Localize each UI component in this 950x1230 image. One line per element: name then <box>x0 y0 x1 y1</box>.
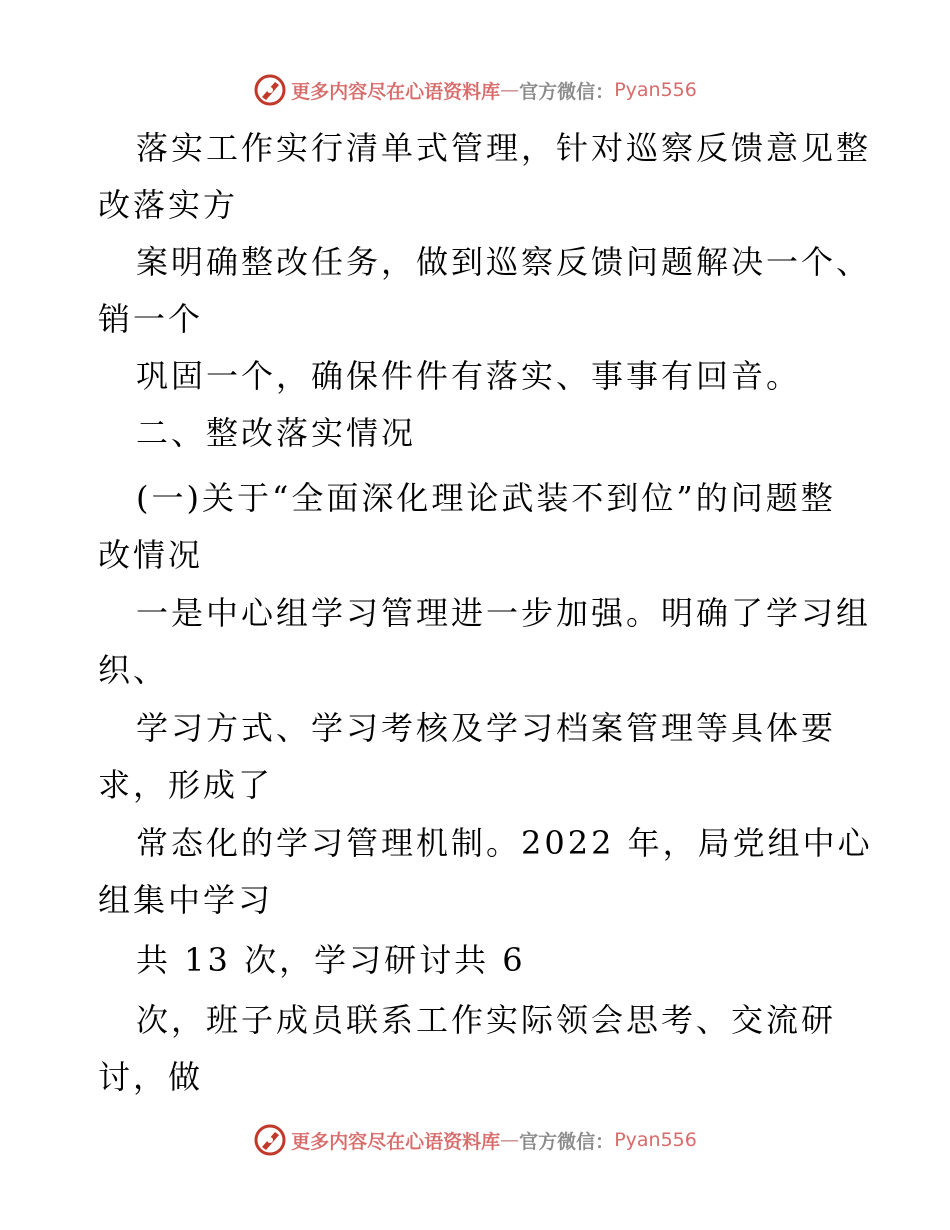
text-line: 次，班子成员联系工作实际领会思考、交流研 <box>136 1001 837 1039</box>
text-line: 改情况 <box>98 536 204 574</box>
text-line: 求，形成了 <box>98 766 274 804</box>
text-line: 共 13 次，学习研讨共 6 <box>136 941 526 979</box>
watermark-wechat-id: Pyan556 <box>614 79 697 101</box>
pen-circle-logo-icon <box>253 1123 287 1157</box>
watermark-separator: — <box>500 1129 520 1151</box>
text-line: 落实工作实行清单式管理，针对巡察反馈意见整 <box>136 129 872 167</box>
watermark-main-text: 更多内容尽在心语资料库 <box>291 80 501 103</box>
watermark-wechat-id: Pyan556 <box>614 1129 697 1151</box>
watermark-label: 官方微信： <box>519 80 615 103</box>
text-line: 学习方式、学习考核及学习档案管理等具体要 <box>136 709 837 747</box>
watermark-separator: — <box>500 79 520 101</box>
watermark-label: 官方微信： <box>519 1130 615 1153</box>
text-line: 销一个 <box>98 300 204 338</box>
text-line: 织、 <box>98 651 169 689</box>
watermark-main-text: 更多内容尽在心语资料库 <box>291 1130 501 1153</box>
footer-watermark <box>0 1120 950 1160</box>
text-line: 案明确整改任务，做到巡察反馈问题解决一个、 <box>136 243 872 281</box>
text-line: 一是中心组学习管理进一步加强。明确了学习组 <box>136 594 872 632</box>
text-line: 讨，做 <box>98 1058 204 1096</box>
section-heading: 二、整改落实情况 <box>136 414 417 452</box>
text-line: 改落实方 <box>98 186 239 224</box>
text-line: 常态化的学习管理机制。2022 年，局党组中心 <box>136 824 873 862</box>
text-line: 巩固一个，确保件件有落实、事事有回音。 <box>136 357 802 395</box>
text-line: 组集中学习 <box>98 881 274 919</box>
subsection-heading: (一)关于“全面深化理论武装不到位”的问题整 <box>136 479 836 517</box>
